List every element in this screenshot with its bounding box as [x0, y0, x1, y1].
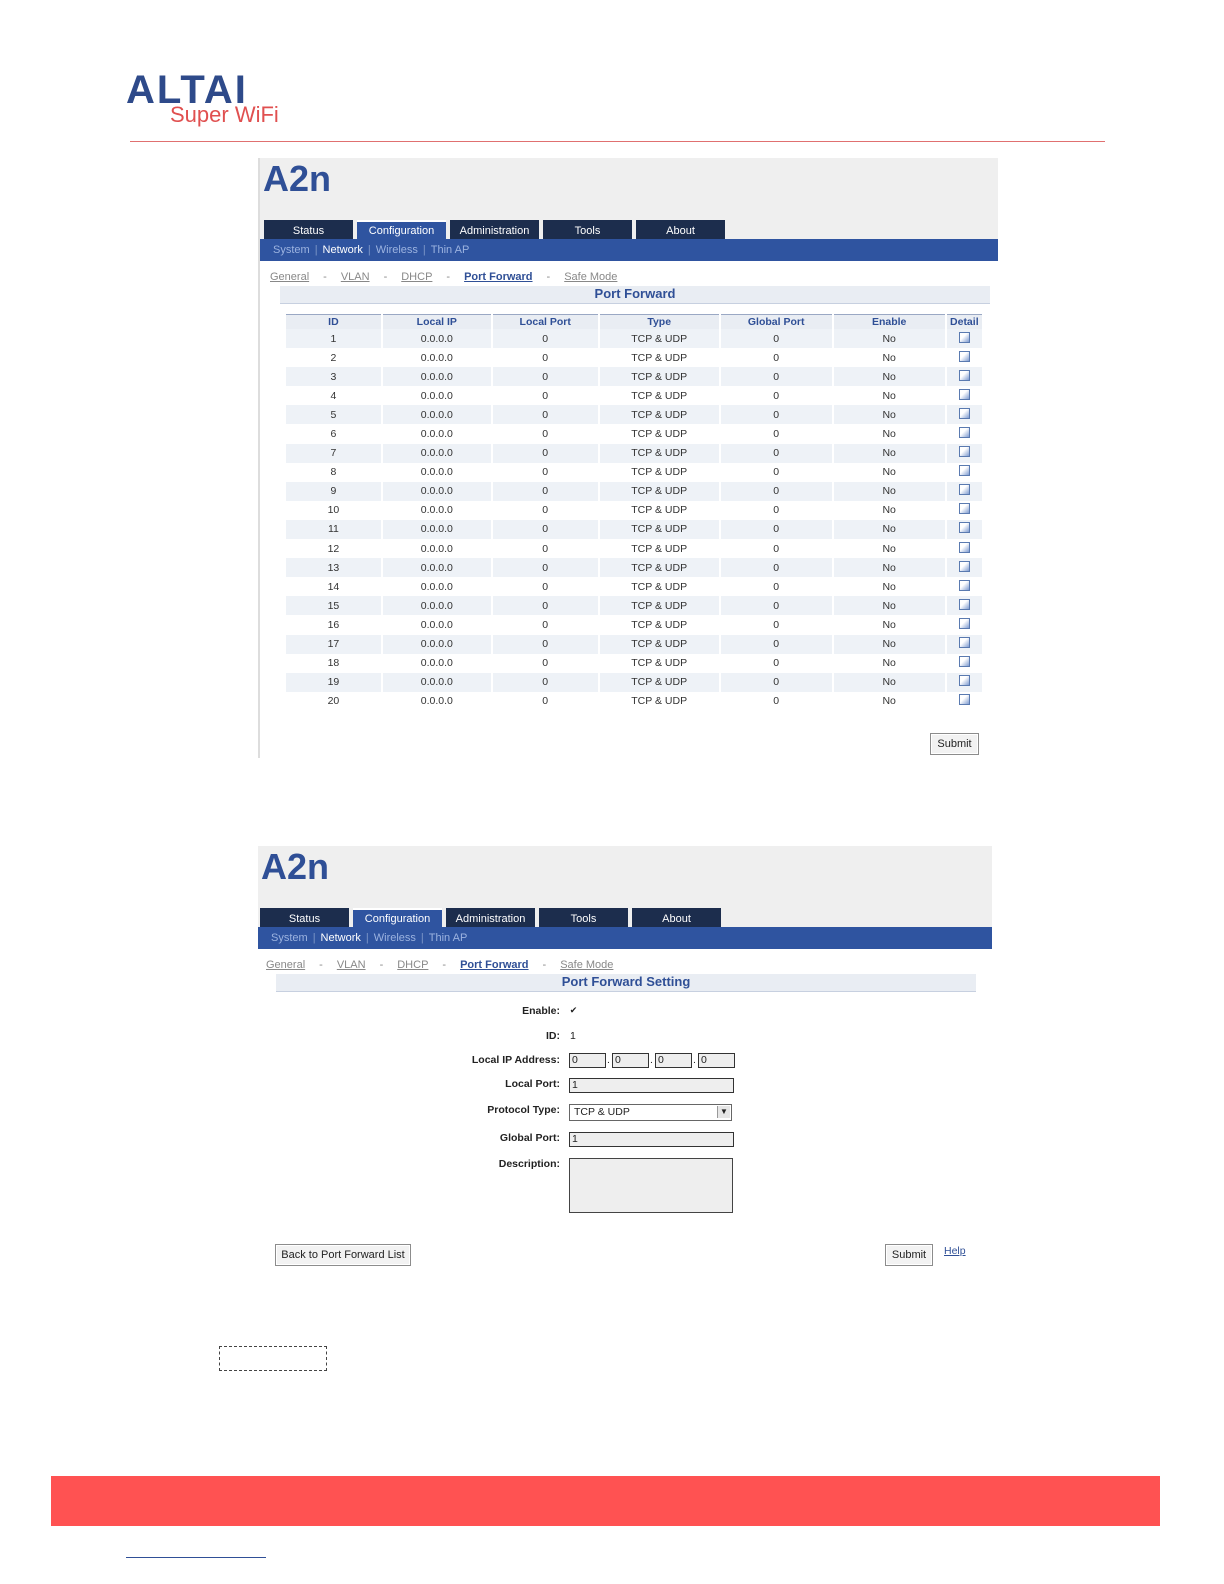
cell-enable: No	[834, 367, 945, 386]
cell-type: TCP & UDP	[600, 405, 719, 424]
cell-detail[interactable]	[947, 577, 982, 596]
table-row	[286, 386, 982, 405]
cell-type: TCP & UDP	[631, 428, 688, 441]
crumb-safe-mode[interactable]: Safe Mode	[560, 959, 614, 971]
cell-local-ip: 0.0.0.0	[383, 558, 491, 577]
cell-local-ip: 0.0.0.0	[383, 673, 491, 692]
table-header-row	[286, 314, 982, 329]
edit-icon[interactable]	[959, 656, 970, 667]
global-port-label: Global Port:	[499, 1132, 560, 1144]
cell-local-port: 0	[542, 657, 549, 670]
cell-local-port: 0	[493, 482, 598, 501]
tab-status[interactable]: Status	[260, 908, 349, 927]
table-row	[286, 463, 982, 482]
edit-icon[interactable]	[959, 465, 970, 476]
edit-icon[interactable]	[959, 389, 970, 400]
table-row	[286, 444, 982, 463]
cell-id: 3	[286, 367, 381, 386]
subnav-separator: |	[365, 932, 369, 944]
cell-local-port: 0	[493, 673, 598, 692]
subnav-thin-ap[interactable]: Thin AP	[430, 244, 470, 256]
crumb-general[interactable]: General	[266, 959, 306, 971]
crumb-vlan[interactable]: VLAN	[340, 271, 370, 283]
tab-configuration[interactable]: Configuration	[357, 220, 446, 239]
cell-enable: No	[834, 329, 945, 348]
cell-enable: No	[834, 482, 945, 501]
cell-local-port: 0	[542, 542, 549, 555]
cell-local-port: 0	[542, 504, 549, 517]
sub-navigation	[260, 239, 998, 261]
cell-local-port: 0	[493, 596, 598, 615]
subnav-separator: |	[422, 244, 426, 256]
cell-local-port: 0	[493, 558, 598, 577]
cell-local-ip: 0.0.0.0	[383, 444, 491, 463]
crumb-port-forward[interactable]: Port Forward	[464, 271, 533, 283]
cell-local-port: 0	[493, 635, 598, 654]
local-port-field[interactable]: 1	[569, 1078, 734, 1093]
cell-detail[interactable]	[947, 615, 982, 634]
edit-icon[interactable]	[959, 637, 970, 648]
cell-type: TCP & UDP	[631, 618, 688, 631]
cell-enable: No	[882, 504, 896, 517]
cell-type: TCP & UDP	[600, 482, 719, 501]
cell-type: TCP & UDP	[631, 695, 688, 708]
subnav-network[interactable]: Network	[322, 244, 363, 256]
edit-icon[interactable]	[959, 408, 970, 419]
protocol-type-label: Protocol Type:	[487, 1104, 560, 1116]
enable-label: Enable:	[522, 1005, 560, 1017]
cell-local-port: 0	[493, 520, 598, 539]
cell-enable: No	[882, 466, 896, 479]
cell-enable: No	[834, 673, 945, 692]
crumb-dhcp[interactable]: DHCP	[397, 959, 429, 971]
cell-detail[interactable]	[947, 348, 982, 367]
cell-type: TCP & UDP	[600, 596, 719, 615]
col-local-port: Local Port	[493, 314, 598, 329]
breadcrumb: General - VLAN - DHCP - Port Forward - Safe Mode	[270, 271, 618, 283]
cell-global-port: 0	[721, 596, 832, 615]
cell-id: 4	[330, 389, 337, 402]
cell-id: 19	[286, 673, 381, 692]
cell-local-ip: 0.0.0.0	[420, 351, 453, 364]
cell-enable: No	[882, 580, 896, 593]
edit-icon[interactable]	[959, 580, 970, 591]
global-port-field[interactable]: 1	[569, 1132, 734, 1147]
footer-rule	[126, 1557, 266, 1558]
crumb-safe-mode[interactable]: Safe Mode	[564, 271, 618, 283]
cell-id: 11	[286, 520, 381, 539]
table-row	[286, 424, 982, 443]
cell-id: 9	[286, 482, 381, 501]
local-ip-octet-2[interactable]: 0	[612, 1053, 649, 1068]
cell-type: TCP & UDP	[600, 367, 719, 386]
subnav-separator: |	[367, 244, 371, 256]
edit-icon[interactable]	[959, 542, 970, 553]
cell-local-ip: 0.0.0.0	[383, 482, 491, 501]
subnav-separator: |	[314, 244, 318, 256]
edit-icon[interactable]	[959, 446, 970, 457]
edit-icon[interactable]	[959, 561, 970, 572]
cell-id: 8	[330, 466, 337, 479]
cell-local-port: 0	[542, 466, 549, 479]
subnav-wireless[interactable]: Wireless	[373, 932, 416, 944]
cell-global-port: 0	[721, 367, 832, 386]
edit-icon[interactable]	[959, 332, 970, 343]
cell-global-port: 0	[773, 428, 780, 441]
cell-global-port: 0	[773, 542, 780, 555]
subnav-separator: |	[420, 932, 424, 944]
cell-type: TCP & UDP	[631, 466, 688, 479]
cell-local-port: 0	[542, 389, 549, 402]
cell-type: TCP & UDP	[631, 657, 688, 670]
cell-detail[interactable]	[947, 558, 982, 577]
cell-local-ip: 0.0.0.0	[420, 657, 453, 670]
cell-global-port: 0	[721, 444, 832, 463]
cell-enable: No	[882, 542, 896, 555]
port-forward-setting-screen: A2n Status Configuration Administration Tools About System | Network | Wireless | Thin AP General - VLAN - DHCP - Port Forward - Safe Mode Port Forward Setting Enable: ID: Local IP Address: Local Port: Protocol Type: Global Port: Description: ✔ 1 0 . 0 . 0 . 0 1 TCP & UDP ▼ 1 Back to Port Forward List Submit Help	[258, 846, 992, 1276]
section-title: Port Forward Setting	[276, 974, 976, 992]
cell-type: TCP & UDP	[600, 444, 719, 463]
logo-tagline: Super WiFi	[170, 102, 279, 127]
table-row	[286, 654, 982, 673]
cell-local-ip: 0.0.0.0	[420, 695, 453, 708]
cell-global-port: 0	[721, 329, 832, 348]
cell-enable: No	[882, 618, 896, 631]
cell-global-port: 0	[773, 657, 780, 670]
table-row	[286, 405, 982, 424]
chevron-down-icon: ▼	[717, 1106, 730, 1118]
tab-administration[interactable]: Administration	[446, 908, 535, 927]
cell-detail[interactable]	[947, 463, 982, 482]
cell-id: 15	[286, 596, 381, 615]
cell-id: 5	[286, 405, 381, 424]
cell-local-port: 0	[493, 367, 598, 386]
cell-detail[interactable]	[947, 482, 982, 501]
col-id: ID	[286, 314, 381, 329]
form-labels	[258, 846, 560, 1276]
subnav-separator: |	[312, 932, 316, 944]
cell-local-ip: 0.0.0.0	[383, 520, 491, 539]
cell-type: TCP & UDP	[631, 389, 688, 402]
section-title: Port Forward	[280, 286, 990, 304]
local-ip-octet-4[interactable]: 0	[698, 1053, 735, 1068]
cell-global-port: 0	[721, 405, 832, 424]
cell-enable: No	[834, 444, 945, 463]
table-row	[286, 520, 982, 539]
cell-local-port: 0	[542, 695, 549, 708]
tab-about[interactable]: About	[632, 908, 721, 927]
edit-icon[interactable]	[959, 599, 970, 610]
cell-type: TCP & UDP	[600, 558, 719, 577]
cell-detail[interactable]	[947, 424, 982, 443]
table-row	[286, 596, 982, 615]
cell-global-port: 0	[721, 635, 832, 654]
table-row	[286, 329, 982, 348]
edit-icon[interactable]	[959, 351, 970, 362]
cell-local-ip: 0.0.0.0	[383, 596, 491, 615]
cell-local-ip: 0.0.0.0	[420, 466, 453, 479]
subnav-system[interactable]: System	[273, 244, 310, 256]
cell-enable: No	[882, 389, 896, 402]
cell-global-port: 0	[773, 351, 780, 364]
subnav-network[interactable]: Network	[320, 932, 361, 944]
cell-local-ip: 0.0.0.0	[420, 618, 453, 631]
cell-id: 14	[327, 580, 340, 593]
cell-id: 7	[286, 444, 381, 463]
edit-icon[interactable]	[959, 484, 970, 495]
cell-local-ip: 0.0.0.0	[420, 428, 453, 441]
protocol-type-value: TCP & UDP	[574, 1106, 630, 1118]
tab-status[interactable]: Status	[264, 220, 353, 239]
port-forward-table	[284, 314, 984, 711]
header-divider	[130, 141, 1105, 142]
subnav-thin-ap[interactable]: Thin AP	[428, 932, 468, 944]
cell-type: TCP & UDP	[600, 329, 719, 348]
cell-id: 20	[327, 695, 340, 708]
cell-type: TCP & UDP	[631, 542, 688, 555]
crumb-general[interactable]: General	[270, 271, 310, 283]
cell-global-port: 0	[721, 520, 832, 539]
main-tabs	[264, 220, 725, 239]
cell-local-ip: 0.0.0.0	[420, 504, 453, 517]
cell-detail[interactable]	[947, 444, 982, 463]
cell-id: 16	[327, 618, 340, 631]
cell-local-port: 0	[493, 405, 598, 424]
col-local-ip: Local IP	[383, 314, 491, 329]
crumb-vlan[interactable]: VLAN	[336, 959, 366, 971]
cell-detail[interactable]	[947, 329, 982, 348]
submit-button[interactable]: Submit	[885, 1244, 933, 1266]
table-row	[286, 539, 982, 558]
logo-brand: ALTAI	[126, 68, 248, 112]
subnav-wireless[interactable]: Wireless	[375, 244, 418, 256]
cell-type: TCP & UDP	[631, 504, 688, 517]
cell-detail[interactable]	[947, 692, 982, 711]
edit-icon[interactable]	[959, 675, 970, 686]
table-row	[286, 615, 982, 634]
cell-global-port: 0	[773, 389, 780, 402]
tab-configuration[interactable]: Configuration	[353, 908, 442, 927]
tab-about[interactable]: About	[636, 220, 725, 239]
cell-enable: No	[882, 657, 896, 670]
cell-global-port: 0	[773, 580, 780, 593]
cell-local-port: 0	[542, 618, 549, 631]
cell-type: TCP & UDP	[600, 673, 719, 692]
local-ip-octet-3[interactable]: 0	[655, 1053, 692, 1068]
app-header	[260, 158, 998, 239]
cell-id: 10	[327, 504, 340, 517]
table-row	[286, 367, 982, 386]
cell-enable: No	[834, 520, 945, 539]
placeholder-frame	[219, 1346, 327, 1371]
cell-enable: No	[834, 405, 945, 424]
cell-global-port: 0	[773, 618, 780, 631]
edit-icon[interactable]	[959, 618, 970, 629]
cell-local-port: 0	[542, 351, 549, 364]
model-title: A2n	[261, 846, 330, 887]
port-forward-list-screen	[258, 158, 998, 758]
cell-id: 12	[327, 542, 340, 555]
cell-local-ip: 0.0.0.0	[383, 367, 491, 386]
cell-detail[interactable]	[947, 501, 982, 520]
local-ip-octet-1[interactable]: 0	[569, 1053, 606, 1068]
altai-logo	[126, 70, 336, 130]
description-label: Description:	[498, 1158, 560, 1170]
cell-detail[interactable]	[947, 367, 982, 386]
cell-type: TCP & UDP	[631, 351, 688, 364]
col-detail: Detail	[947, 314, 982, 329]
cell-detail[interactable]	[947, 673, 982, 692]
cell-global-port: 0	[773, 466, 780, 479]
cell-enable: No	[834, 596, 945, 615]
cell-type: TCP & UDP	[631, 580, 688, 593]
table-row	[286, 558, 982, 577]
col-enable: Enable	[834, 314, 945, 329]
id-value: 1	[570, 1030, 576, 1042]
cell-enable: No	[834, 635, 945, 654]
model-title: A2n	[263, 158, 332, 199]
edit-icon[interactable]	[959, 522, 970, 533]
cell-type: TCP & UDP	[600, 520, 719, 539]
cell-enable: No	[882, 428, 896, 441]
help-link[interactable]: Help	[944, 1245, 966, 1257]
table-body	[286, 329, 982, 711]
edit-icon[interactable]	[959, 503, 970, 514]
table-row	[286, 348, 982, 367]
cell-local-ip: 0.0.0.0	[383, 329, 491, 348]
cell-local-ip: 0.0.0.0	[383, 405, 491, 424]
table-row	[286, 577, 982, 596]
subnav-system[interactable]: System	[271, 932, 308, 944]
cell-detail[interactable]	[947, 386, 982, 405]
table-row	[286, 501, 982, 520]
protocol-type-select[interactable]	[569, 1104, 732, 1121]
tab-tools[interactable]: Tools	[543, 220, 632, 239]
cell-enable: No	[882, 351, 896, 364]
cell-id: 13	[286, 558, 381, 577]
cell-detail[interactable]	[947, 405, 982, 424]
col-global-port: Global Port	[721, 314, 832, 329]
table-row	[286, 635, 982, 654]
cell-global-port: 0	[773, 695, 780, 708]
cell-global-port: 0	[721, 558, 832, 577]
cell-local-ip: 0.0.0.0	[420, 542, 453, 555]
cell-detail[interactable]	[947, 539, 982, 558]
cell-local-port: 0	[493, 329, 598, 348]
enable-checkbox[interactable]: ✔	[569, 1006, 578, 1016]
tab-tools[interactable]: Tools	[539, 908, 628, 927]
edit-icon[interactable]	[959, 370, 970, 381]
col-type: Type	[600, 314, 719, 329]
cell-global-port: 0	[721, 673, 832, 692]
cell-local-ip: 0.0.0.0	[420, 389, 453, 402]
cell-id: 1	[286, 329, 381, 348]
cell-enable: No	[882, 695, 896, 708]
cell-id: 17	[286, 635, 381, 654]
id-label: ID:	[546, 1030, 560, 1042]
back-to-list-button[interactable]: Back to Port Forward List	[275, 1244, 411, 1266]
footer-band	[51, 1476, 1160, 1526]
cell-id: 18	[327, 657, 340, 670]
cell-global-port: 0	[773, 504, 780, 517]
table-row	[286, 692, 982, 711]
cell-id: 2	[330, 351, 337, 364]
cell-local-port: 0	[542, 428, 549, 441]
description-textarea[interactable]	[569, 1158, 733, 1213]
crumb-dhcp[interactable]: DHCP	[401, 271, 433, 283]
cell-detail[interactable]	[947, 520, 982, 539]
cell-local-ip: 0.0.0.0	[420, 580, 453, 593]
cell-detail[interactable]	[947, 596, 982, 615]
breadcrumb: General - VLAN - DHCP - Port Forward - Safe Mode	[266, 959, 614, 971]
edit-icon[interactable]	[959, 694, 970, 705]
cell-local-port: 0	[493, 444, 598, 463]
tab-administration[interactable]: Administration	[450, 220, 539, 239]
table-row	[286, 482, 982, 501]
cell-local-port: 0	[542, 580, 549, 593]
cell-detail[interactable]	[947, 635, 982, 654]
edit-icon[interactable]	[959, 427, 970, 438]
cell-id: 6	[330, 428, 337, 441]
local-ip-label: Local IP Address:	[471, 1054, 560, 1066]
cell-global-port: 0	[721, 482, 832, 501]
submit-button[interactable]: Submit	[930, 733, 979, 755]
local-port-label: Local Port:	[505, 1078, 560, 1090]
cell-enable: No	[834, 558, 945, 577]
cell-detail[interactable]	[947, 654, 982, 673]
crumb-port-forward[interactable]: Port Forward	[460, 959, 529, 971]
cell-type: TCP & UDP	[600, 635, 719, 654]
table-row	[286, 673, 982, 692]
cell-local-ip: 0.0.0.0	[383, 635, 491, 654]
